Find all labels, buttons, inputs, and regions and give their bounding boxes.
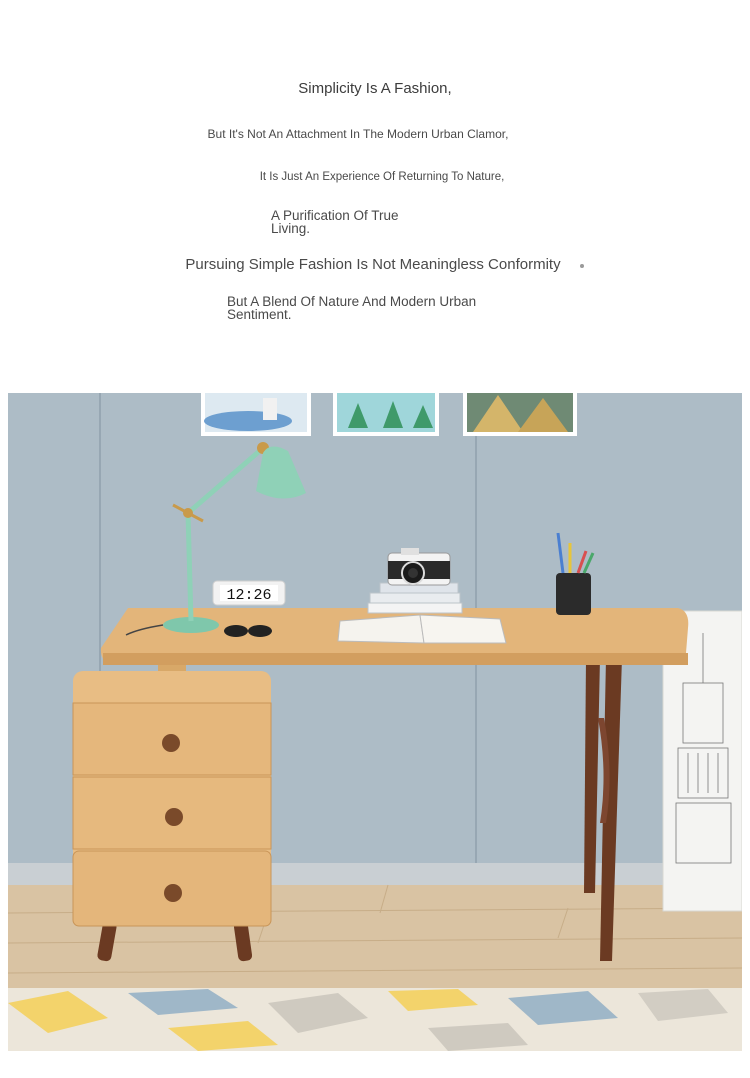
intro-line-6: But A Blend Of Nature And Modern Urban Sentiment. bbox=[227, 294, 477, 322]
intro-line-3: It Is Just An Experience Of Returning To Nature, bbox=[259, 171, 505, 183]
book-stack bbox=[368, 583, 462, 613]
intro-line-4: A Purification Of True Living. bbox=[271, 208, 399, 236]
product-photo bbox=[8, 393, 742, 1051]
artwork-center bbox=[333, 393, 439, 436]
intro-line-5: Pursuing Simple Fashion Is Not Meaningless Conformity bbox=[185, 256, 561, 273]
intro-line-2: But It's Not An Attachment In The Modern Urban Clamor, bbox=[207, 127, 509, 141]
artwork-right bbox=[463, 393, 577, 436]
artwork-left bbox=[201, 393, 311, 436]
rug bbox=[8, 988, 742, 1051]
camera bbox=[388, 548, 450, 585]
drawer-cabinet bbox=[73, 671, 271, 926]
open-book bbox=[338, 615, 506, 643]
decorative-dot bbox=[580, 264, 584, 268]
flip-clock bbox=[213, 581, 285, 605]
intro-line-1: Simplicity Is A Fashion, bbox=[298, 80, 452, 97]
clock-time: 12:26 bbox=[226, 587, 272, 604]
